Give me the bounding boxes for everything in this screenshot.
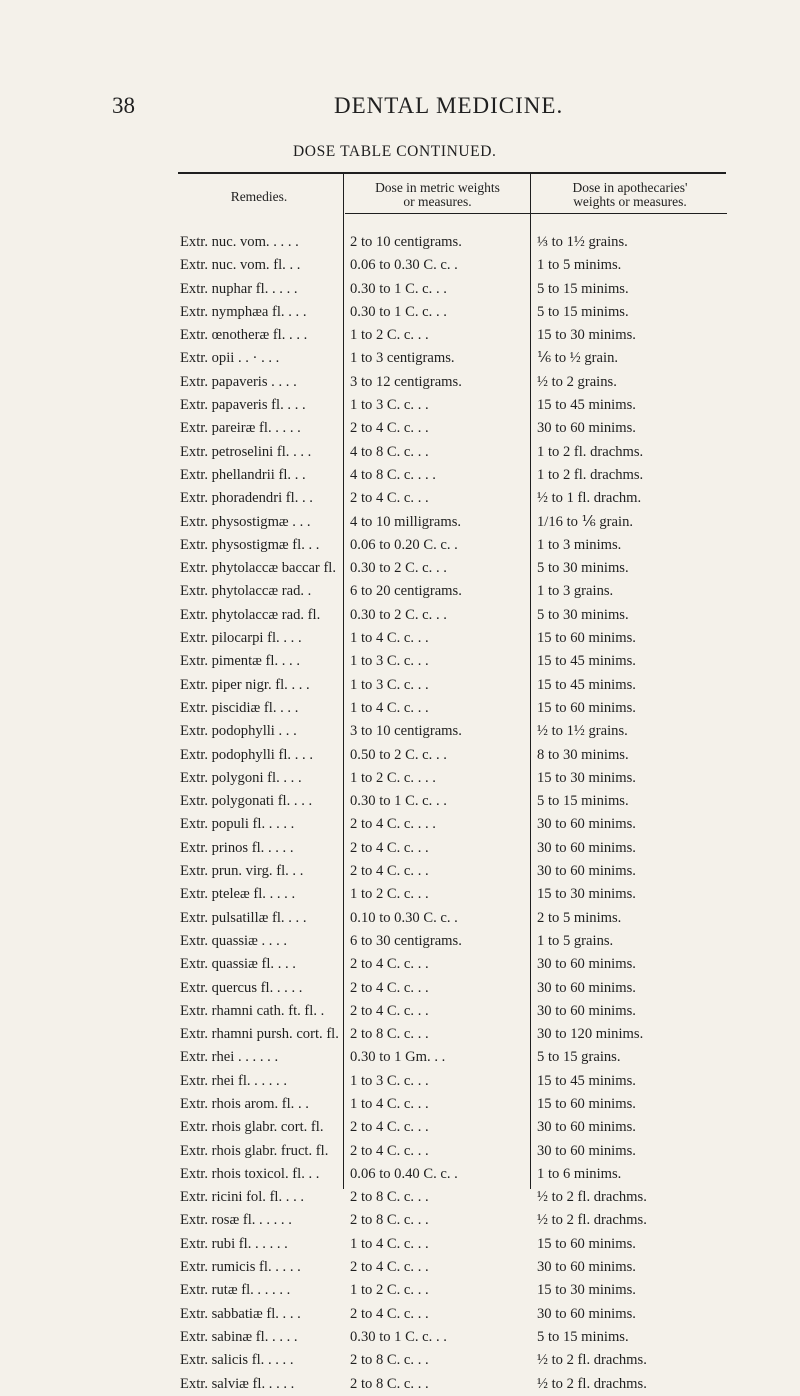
metric-dose-cell: 4 to 10 milligrams. <box>350 513 462 530</box>
table-row <box>0 1186 800 1209</box>
table-row <box>0 1163 800 1186</box>
remedy-cell: Extr. prinos fl. . . . . <box>180 839 294 856</box>
column-header-metric-line-2: or measures. <box>403 194 472 209</box>
apothecary-dose-cell: ½ to 2 fl. drachms. <box>537 1352 647 1369</box>
remedy-cell: Extr. rutæ fl. . . . . . <box>180 1282 291 1299</box>
table-row <box>0 674 800 697</box>
table-row <box>0 1093 800 1116</box>
apothecary-dose-cell: 15 to 30 minims. <box>537 1282 636 1299</box>
metric-dose-cell: 0.30 to 1 C. c. . . <box>350 793 447 810</box>
remedy-cell: Extr. sabinæ fl. . . . . <box>180 1328 298 1345</box>
column-header-remedies-text: Remedies. <box>230 189 288 204</box>
apothecary-dose-cell: 5 to 30 minims. <box>537 606 629 623</box>
remedy-cell: Extr. phytolaccæ rad. fl. <box>180 606 321 623</box>
column-header-remedies <box>178 190 340 204</box>
metric-dose-cell: 6 to 20 centigrams. <box>350 583 462 600</box>
apothecary-dose-cell: 15 to 30 minims. <box>537 327 636 344</box>
apothecary-dose-cell: 30 to 60 minims. <box>537 979 636 996</box>
column-header-metric-line-1: Dose in metric weights <box>375 180 500 195</box>
apothecary-dose-cell: 1 to 5 minims. <box>537 257 622 274</box>
table-row <box>0 301 800 324</box>
metric-dose-cell: 1 to 3 C. c. . . <box>350 676 429 693</box>
table-row <box>0 860 800 883</box>
table-row <box>0 1209 800 1232</box>
apothecary-dose-cell: 1 to 3 minims. <box>537 536 622 553</box>
remedy-cell: Extr. populi fl. . . . . <box>180 816 295 833</box>
table-row <box>0 511 800 534</box>
metric-dose-cell: 1 to 3 C. c. . . <box>350 397 429 414</box>
column-header-apothecaries <box>532 181 728 209</box>
apothecary-dose-cell: 15 to 30 minims. <box>537 886 636 903</box>
remedy-cell: Extr. pteleæ fl. . . . . <box>180 886 296 903</box>
table-row <box>0 1000 800 1023</box>
remedy-cell: Extr. nymphæa fl. . . . <box>180 303 307 320</box>
table-row <box>0 1326 800 1349</box>
metric-dose-cell: 1 to 2 C. c. . . . <box>350 769 436 786</box>
apothecary-dose-cell: 15 to 45 minims. <box>537 397 636 414</box>
table-row <box>0 720 800 743</box>
apothecary-dose-cell: 5 to 15 minims. <box>537 1328 629 1345</box>
page-header <box>0 93 800 123</box>
table-row <box>0 1233 800 1256</box>
apothecary-dose-cell: 30 to 60 minims. <box>537 956 636 973</box>
apothecary-dose-cell: ½ to 1 fl. drachm. <box>537 490 642 507</box>
metric-dose-cell: 2 to 8 C. c. . . <box>350 1375 429 1392</box>
apothecary-dose-cell: 5 to 15 minims. <box>537 303 629 320</box>
remedy-cell: Extr. polygonati fl. . . . <box>180 793 313 810</box>
remedy-cell: Extr. quassiæ . . . . <box>180 932 288 949</box>
remedy-cell: Extr. pilocarpi fl. . . . <box>180 630 302 647</box>
apothecary-dose-cell: 2 to 5 minims. <box>537 909 622 926</box>
table-top-rule <box>178 172 726 174</box>
metric-dose-cell: 0.06 to 0.40 C. c. . <box>350 1165 458 1182</box>
table-row <box>0 1023 800 1046</box>
metric-dose-cell: 1 to 4 C. c. . . <box>350 1095 429 1112</box>
remedy-cell: Extr. piper nigr. fl. . . . <box>180 676 310 693</box>
table-row <box>0 371 800 394</box>
remedy-cell: Extr. rhois glabr. cort. fl. <box>180 1119 324 1136</box>
apothecary-dose-cell: 15 to 60 minims. <box>537 699 636 716</box>
metric-dose-cell: 0.10 to 0.30 C. c. . <box>350 909 458 926</box>
table-row <box>0 464 800 487</box>
remedy-cell: Extr. rhei . . . . . . <box>180 1049 279 1066</box>
metric-dose-cell: 1 to 2 C. c. . . <box>350 327 429 344</box>
apothecary-dose-cell: 1/16 to ⅙ grain. <box>537 513 634 530</box>
remedy-cell: Extr. rhois glabr. fruct. fl. <box>180 1142 329 1159</box>
metric-dose-cell: 2 to 4 C. c. . . <box>350 1002 429 1019</box>
remedy-cell: Extr. phoradendri fl. . . <box>180 490 313 507</box>
metric-dose-cell: 2 to 8 C. c. . . <box>350 1212 429 1229</box>
apothecary-dose-cell: 30 to 60 minims. <box>537 1142 636 1159</box>
table-row <box>0 557 800 580</box>
table-row <box>0 324 800 347</box>
metric-dose-cell: 2 to 4 C. c. . . <box>350 863 429 880</box>
apothecary-dose-cell: 30 to 60 minims. <box>537 863 636 880</box>
apothecary-dose-cell: 30 to 60 minims. <box>537 1002 636 1019</box>
table-row <box>0 1349 800 1372</box>
apothecary-dose-cell: 30 to 60 minims. <box>537 816 636 833</box>
metric-dose-cell: 2 to 4 C. c. . . <box>350 420 429 437</box>
remedy-cell: Extr. rumicis fl. . . . . <box>180 1259 301 1276</box>
table-row <box>0 627 800 650</box>
table-row <box>0 1256 800 1279</box>
apothecary-dose-cell: 8 to 30 minims. <box>537 746 629 763</box>
apothecary-dose-cell: ½ to 2 fl. drachms. <box>537 1212 647 1229</box>
metric-dose-cell: 2 to 4 C. c. . . . <box>350 816 436 833</box>
apothecary-dose-cell: 15 to 60 minims. <box>537 630 636 647</box>
apothecary-dose-cell: 30 to 60 minims. <box>537 1259 636 1276</box>
remedy-cell: Extr. pulsatillæ fl. . . . <box>180 909 307 926</box>
dose-table-body <box>0 231 800 1396</box>
apothecary-dose-cell: 15 to 45 minims. <box>537 1072 636 1089</box>
apothecary-dose-cell: 1 to 2 fl. drachms. <box>537 466 644 483</box>
metric-dose-cell: 0.30 to 1 C. c. . . <box>350 280 447 297</box>
apothecary-dose-cell: ½ to 1½ grains. <box>537 723 628 740</box>
metric-dose-cell: 0.30 to 1 C. c. . . <box>350 303 447 320</box>
apothecary-dose-cell: 5 to 15 minims. <box>537 793 629 810</box>
remedy-cell: Extr. rhei fl. . . . . . <box>180 1072 288 1089</box>
apothecary-dose-cell: 15 to 60 minims. <box>537 1235 636 1252</box>
metric-dose-cell: 0.06 to 0.30 C. c. . <box>350 257 458 274</box>
apothecary-dose-cell: 1 to 3 grains. <box>537 583 614 600</box>
metric-dose-cell: 2 to 4 C. c. . . <box>350 979 429 996</box>
remedy-cell: Extr. piscidiæ fl. . . . <box>180 699 299 716</box>
remedy-cell: Extr. nuc. vom. fl. . . <box>180 257 301 274</box>
apothecary-dose-cell: ⅓ to 1½ grains. <box>537 234 628 250</box>
remedy-cell: Extr. physostigmæ . . . <box>180 513 311 530</box>
metric-dose-cell: 1 to 4 C. c. . . <box>350 630 429 647</box>
metric-dose-cell: 2 to 4 C. c. . . <box>350 956 429 973</box>
table-row <box>0 837 800 860</box>
remedy-cell: Extr. podophylli fl. . . . <box>180 746 313 763</box>
metric-dose-cell: 0.06 to 0.20 C. c. . <box>350 536 458 553</box>
apothecary-dose-cell: 5 to 15 grains. <box>537 1049 621 1066</box>
table-title: DOSE TABLE CONTINUED. <box>293 143 497 160</box>
running-title: DENTAL MEDICINE. <box>334 93 564 118</box>
metric-dose-cell: 1 to 2 C. c. . . <box>350 886 429 903</box>
metric-dose-cell: 3 to 10 centigrams. <box>350 723 462 740</box>
remedy-cell: Extr. œnotheræ fl. . . . <box>180 327 308 344</box>
apothecary-dose-cell: 5 to 30 minims. <box>537 560 629 577</box>
remedy-cell: Extr. pimentæ fl. . . . <box>180 653 300 670</box>
metric-dose-cell: 0.50 to 2 C. c. . . <box>350 746 447 763</box>
table-row <box>0 767 800 790</box>
remedy-cell: Extr. pareiræ fl. . . . . <box>180 420 301 437</box>
table-row <box>0 347 800 370</box>
metric-dose-cell: 2 to 4 C. c. . . <box>350 839 429 856</box>
apothecary-dose-cell: 1 to 6 minims. <box>537 1165 622 1182</box>
remedy-cell: Extr. physostigmæ fl. . . <box>180 536 320 553</box>
remedy-cell: Extr. rubi fl. . . . . . <box>180 1235 288 1252</box>
metric-dose-cell: 2 to 4 C. c. . . <box>350 490 429 507</box>
metric-dose-cell: 2 to 8 C. c. . . <box>350 1352 429 1369</box>
table-row <box>0 907 800 930</box>
remedy-cell: Extr. rhamni pursh. cort. fl. <box>180 1026 339 1043</box>
table-row <box>0 1046 800 1069</box>
table-row <box>0 813 800 836</box>
apothecary-dose-cell: 15 to 45 minims. <box>537 676 636 693</box>
remedy-cell: Extr. phytolaccæ baccar fl. <box>180 560 337 577</box>
table-row <box>0 278 800 301</box>
remedy-cell: Extr. polygoni fl. . . . <box>180 769 302 786</box>
remedy-cell: Extr. petroselini fl. . . . <box>180 443 312 460</box>
metric-dose-cell: 4 to 8 C. c. . . <box>350 443 429 460</box>
remedy-cell: Extr. quercus fl. . . . . <box>180 979 303 996</box>
table-row <box>0 790 800 813</box>
header-bottom-rule <box>345 213 727 214</box>
apothecary-dose-cell: 15 to 60 minims. <box>537 1095 636 1112</box>
remedy-cell: Extr. rosæ fl. . . . . . <box>180 1212 292 1229</box>
table-row <box>0 417 800 440</box>
metric-dose-cell: 2 to 4 C. c. . . <box>350 1259 429 1276</box>
metric-dose-cell: 2 to 8 C. c. . . <box>350 1189 429 1206</box>
column-header-metric <box>345 181 530 209</box>
remedy-cell: Extr. nuc. vom. . . . . <box>180 234 299 250</box>
table-row <box>0 650 800 673</box>
metric-dose-cell: 1 to 2 C. c. . . <box>350 1282 429 1299</box>
metric-dose-cell: 1 to 3 C. c. . . <box>350 1072 429 1089</box>
remedy-cell: Extr. sabbatiæ fl. . . . <box>180 1305 301 1322</box>
table-row <box>0 883 800 906</box>
page-number: 38 <box>112 93 135 118</box>
remedy-cell: Extr. podophylli . . . <box>180 723 297 740</box>
table-row <box>0 1373 800 1396</box>
metric-dose-cell: 1 to 4 C. c. . . <box>350 699 429 716</box>
metric-dose-cell: 1 to 3 C. c. . . <box>350 653 429 670</box>
apothecary-dose-cell: 1 to 2 fl. drachms. <box>537 443 644 460</box>
remedy-cell: Extr. salicis fl. . . . . <box>180 1352 294 1369</box>
table-row <box>0 231 800 254</box>
column-header-apothecaries-line-1: Dose in apothecaries' <box>572 180 688 195</box>
apothecary-dose-cell: 30 to 120 minims. <box>537 1026 644 1043</box>
remedy-cell: Extr. nuphar fl. . . . . <box>180 280 298 297</box>
remedy-cell: Extr. salviæ fl. . . . . <box>180 1375 295 1392</box>
apothecary-dose-cell: 15 to 30 minims. <box>537 769 636 786</box>
table-row <box>0 953 800 976</box>
remedy-cell: Extr. rhamni cath. ft. fl. . <box>180 1002 325 1019</box>
apothecary-dose-cell: 1 to 5 grains. <box>537 932 614 949</box>
table-row <box>0 487 800 510</box>
metric-dose-cell: 0.30 to 1 C. c. . . <box>350 1328 447 1345</box>
table-row <box>0 534 800 557</box>
table-row <box>0 697 800 720</box>
metric-dose-cell: 0.30 to 2 C. c. . . <box>350 560 447 577</box>
metric-dose-cell: 2 to 8 C. c. . . <box>350 1026 429 1043</box>
metric-dose-cell: 2 to 4 C. c. . . <box>350 1119 429 1136</box>
table-row <box>0 744 800 767</box>
table-row <box>0 394 800 417</box>
apothecary-dose-cell: ½ to 2 grains. <box>537 373 617 390</box>
remedy-cell: Extr. phytolaccæ rad. . <box>180 583 312 600</box>
table-row <box>0 1070 800 1093</box>
remedy-cell: Extr. prun. virg. fl. . . <box>180 863 304 880</box>
metric-dose-cell: 2 to 4 C. c. . . <box>350 1142 429 1159</box>
table-row <box>0 930 800 953</box>
table-row <box>0 604 800 627</box>
apothecary-dose-cell: 30 to 60 minims. <box>537 1119 636 1136</box>
metric-dose-cell: 0.30 to 2 C. c. . . <box>350 606 447 623</box>
apothecary-dose-cell: 5 to 15 minims. <box>537 280 629 297</box>
table-row <box>0 1140 800 1163</box>
table-row <box>0 441 800 464</box>
table-row <box>0 1279 800 1302</box>
remedy-cell: Extr. phellandrii fl. . . <box>180 466 306 483</box>
remedy-cell: Extr. rhois arom. fl. . . <box>180 1095 309 1112</box>
metric-dose-cell: 4 to 8 C. c. . . . <box>350 466 436 483</box>
table-row <box>0 1116 800 1139</box>
table-row <box>0 254 800 277</box>
remedy-cell: Extr. opii . . · . . . <box>180 350 280 367</box>
apothecary-dose-cell: ½ to 2 fl. drachms. <box>537 1189 647 1206</box>
table-row <box>0 1303 800 1326</box>
table-row <box>0 580 800 603</box>
metric-dose-cell: 3 to 12 centigrams. <box>350 373 462 390</box>
metric-dose-cell: 1 to 3 centigrams. <box>350 350 455 367</box>
metric-dose-cell: 6 to 30 centigrams. <box>350 932 462 949</box>
remedy-cell: Extr. papaveris . . . . <box>180 373 297 390</box>
metric-dose-cell: 1 to 4 C. c. . . <box>350 1235 429 1252</box>
apothecary-dose-cell: 30 to 60 minims. <box>537 839 636 856</box>
table-row <box>0 977 800 1000</box>
remedy-cell: Extr. quassiæ fl. . . . <box>180 956 296 973</box>
remedy-cell: Extr. papaveris fl. . . . <box>180 397 306 414</box>
apothecary-dose-cell: ⅙ to ½ grain. <box>537 350 619 367</box>
apothecary-dose-cell: 30 to 60 minims. <box>537 1305 636 1322</box>
apothecary-dose-cell: 30 to 60 minims. <box>537 420 636 437</box>
apothecary-dose-cell: 15 to 45 minims. <box>537 653 636 670</box>
apothecary-dose-cell: ½ to 2 fl. drachms. <box>537 1375 647 1392</box>
remedy-cell: Extr. rhois toxicol. fl. . . <box>180 1165 320 1182</box>
column-header-apothecaries-line-2: weights or measures. <box>573 194 687 209</box>
metric-dose-cell: 0.30 to 1 Gm. . . <box>350 1049 446 1066</box>
metric-dose-cell: 2 to 4 C. c. . . <box>350 1305 429 1322</box>
remedy-cell: Extr. ricini fol. fl. . . . <box>180 1189 305 1206</box>
metric-dose-cell: 2 to 10 centigrams. <box>350 234 462 250</box>
